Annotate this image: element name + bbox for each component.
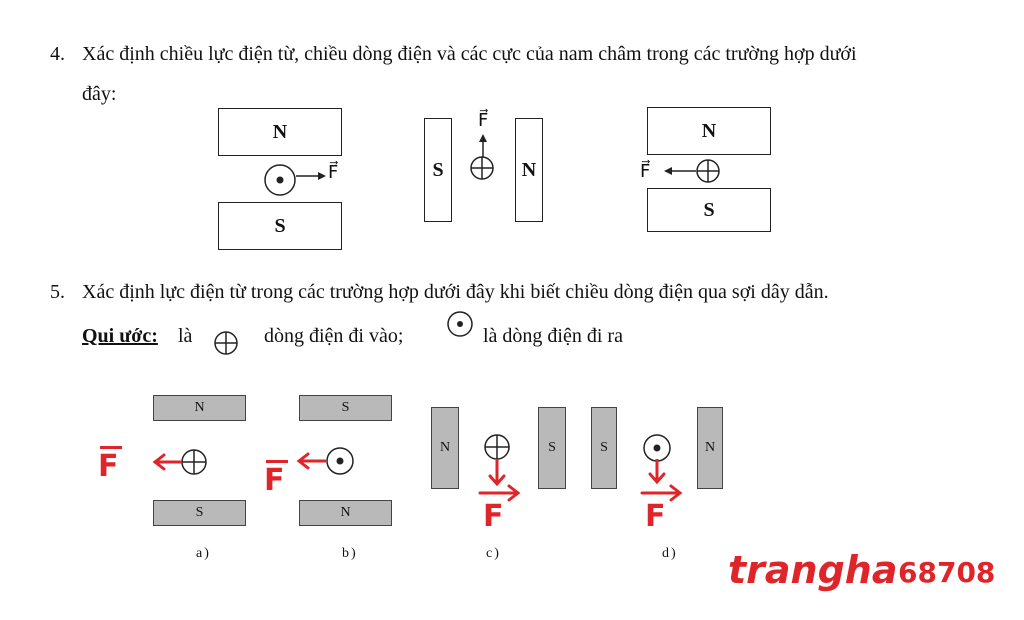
- q5-figc-pole-left: N: [439, 440, 451, 455]
- q5-figd-magnet-right: [697, 407, 723, 489]
- q5-figd-magnet-left: [591, 407, 617, 489]
- q5-figc-pole-right: S: [548, 440, 556, 455]
- q5-figb-force-label: F: [264, 466, 285, 496]
- q5-figb-pole-top: S: [341, 400, 350, 415]
- q5-figa-pole-top: N: [194, 400, 205, 415]
- q5-figa-force-label: F: [98, 452, 119, 482]
- q5-figd-pole-right: N: [704, 440, 716, 455]
- current-out-symbol-icon: [446, 310, 474, 338]
- q4-fig2-force-label: F⃗: [478, 110, 489, 130]
- q5-figa-force-arrow-icon: [152, 453, 182, 471]
- q4-fig1-magnet-bottom: [218, 202, 342, 250]
- q5-figb-force-arrow-icon: [296, 452, 326, 470]
- q4-fig2-current-in-icon: [469, 155, 495, 181]
- q4-fig2-force-arrow-icon: [477, 134, 489, 158]
- q5-figa-magnet-top: [153, 395, 246, 421]
- q5-figb-caption: b): [342, 546, 358, 561]
- q4-fig3-pole-top: N: [701, 119, 717, 142]
- q5-figb-magnet-bottom: [299, 500, 392, 526]
- q4-fig1-pole-top: N: [272, 120, 288, 143]
- q4-fig3-force-label: F⃗: [640, 161, 651, 181]
- q4-fig1-pole-bottom: S: [274, 214, 286, 237]
- q4-fig2-magnet-right: [515, 118, 543, 222]
- q4-fig1-current-out-icon: [262, 162, 298, 198]
- q5-convention-in: dòng điện đi vào;: [264, 325, 404, 347]
- q5-convention-la: là: [178, 325, 193, 347]
- q5-figc-caption: c): [486, 546, 501, 561]
- q4-fig3-pole-bottom: S: [703, 198, 715, 221]
- q4-fig3-force-arrow-icon: [664, 165, 696, 177]
- signature-name: trangha: [728, 548, 898, 592]
- q4-fig3-magnet-bottom: [647, 188, 771, 232]
- q5-figa-pole-bottom: S: [195, 505, 204, 520]
- q4-number: 4.: [50, 43, 65, 65]
- q4-fig3-current-in-icon: [695, 158, 721, 184]
- q4-fig1-magnet-top: [218, 108, 342, 156]
- q5-convention-label: Qui ước:: [82, 325, 158, 347]
- q5-figa-magnet-bottom: [153, 500, 246, 526]
- q5-number: 5.: [50, 281, 65, 303]
- q5-line1: Xác định lực điện từ trong các trường hợp dưới đây khi biết chiều dòng điện qua sợi dây dẫn.: [82, 281, 829, 303]
- q5-figd-pole-left: S: [600, 440, 608, 455]
- q4-fig1-force-label: F⃗: [328, 162, 339, 182]
- q4-fig2-magnet-left: [424, 118, 452, 222]
- q5-figb-current-out-icon: [325, 446, 355, 476]
- q4-fig2-pole-left: S: [432, 158, 444, 181]
- q5-figc-force-label: F: [483, 499, 504, 534]
- q5-figa-caption: a): [196, 546, 211, 561]
- q5-figa-current-in-icon: [180, 448, 208, 476]
- q5-figc-down-arrow-icon: [487, 459, 507, 487]
- q5-figd-force-label: F: [645, 499, 666, 534]
- signature-number: 68708: [898, 556, 996, 589]
- q4-fig3-magnet-top: [647, 107, 771, 155]
- q4-line1: Xác định chiều lực điện từ, chiều dòng điện và các cực của nam châm trong các trường hợp dưới: [82, 43, 857, 65]
- q5-figd-caption: d): [662, 546, 678, 561]
- q4-fig1-force-arrow-icon: [296, 170, 326, 182]
- q4-fig2-pole-right: N: [521, 158, 537, 181]
- q5-figc-magnet-left: [431, 407, 459, 489]
- q5-figd-down-arrow-icon: [647, 459, 667, 485]
- q5-convention-out: là dòng điện đi ra: [483, 325, 623, 347]
- q5-figb-pole-bottom: N: [340, 505, 351, 520]
- q5-figc-magnet-right: [538, 407, 566, 489]
- q5-figc-current-in-icon: [483, 433, 511, 461]
- q5-figb-magnet-top: [299, 395, 392, 421]
- q4-line2: đây:: [82, 83, 117, 105]
- current-in-symbol-icon: [213, 330, 239, 356]
